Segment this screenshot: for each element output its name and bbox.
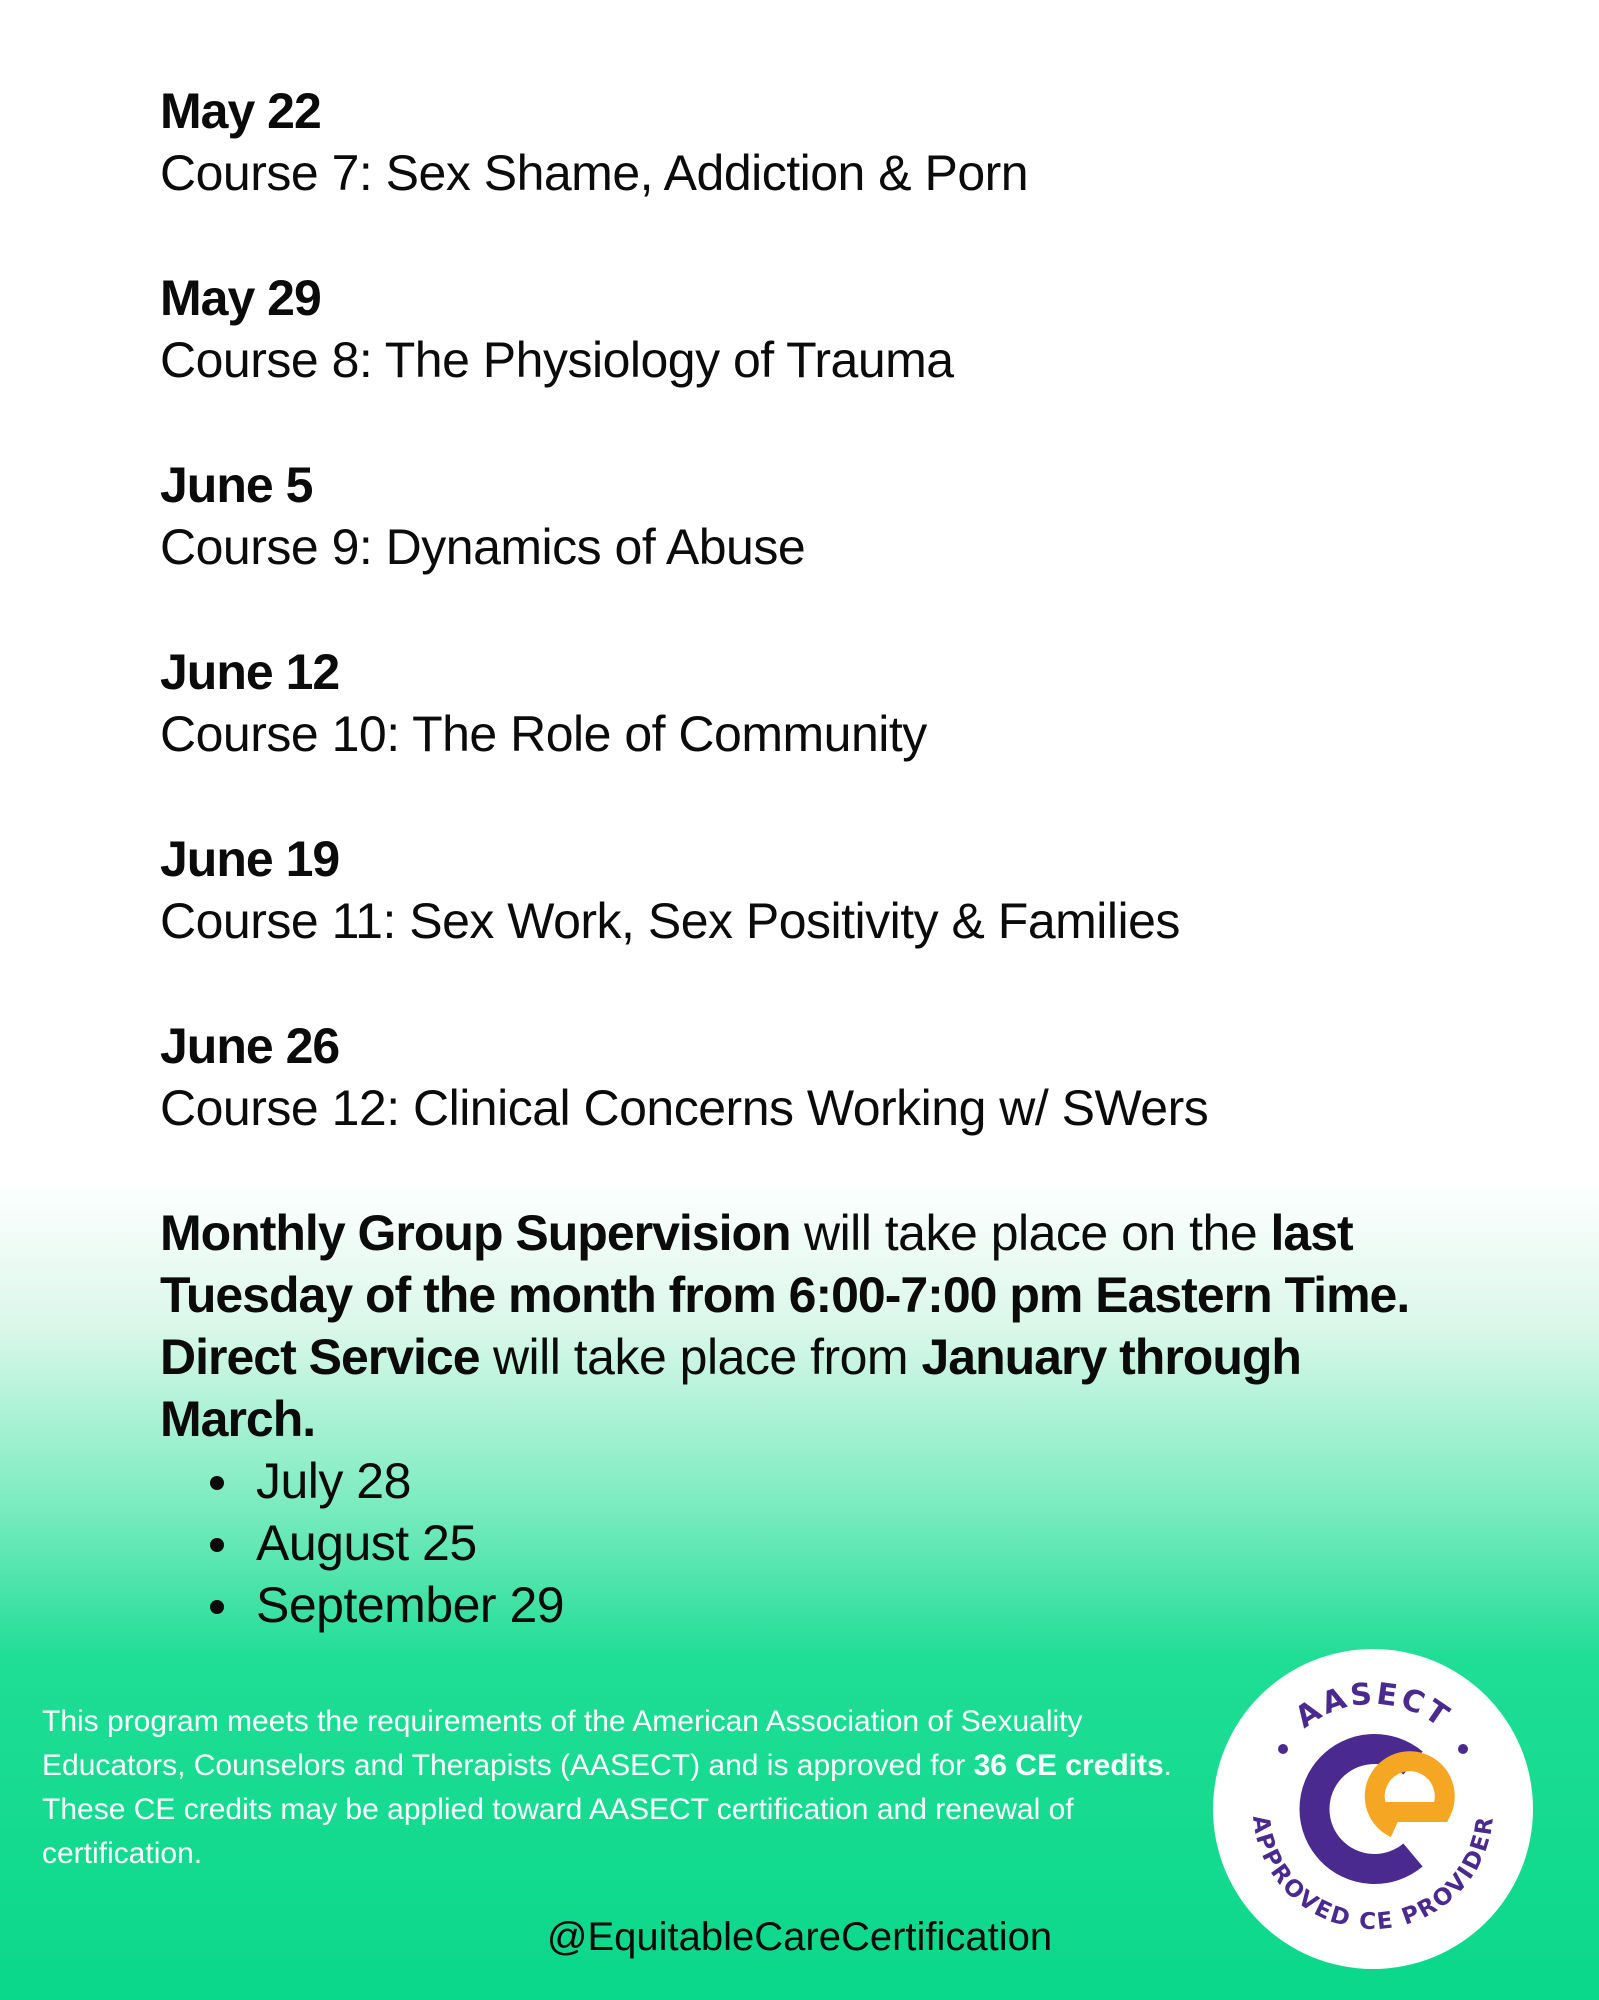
entry-course: Course 11: Sex Work, Sex Positivity & Families [160,893,1180,949]
entry-date: June 5 [160,457,313,513]
list-item: July 28 [206,1450,564,1512]
entry-date: June 26 [160,1018,340,1074]
badge-top-path: AASECT [1289,1676,1458,1736]
entry-date: May 22 [160,83,321,139]
badge-bottom-path: APPROVED CE PROVIDER [1246,1813,1500,1936]
supervision-bold: Monthly Group Supervision [160,1205,791,1261]
entry-course: Course 12: Clinical Concerns Working w/ SWers [160,1080,1209,1136]
entry-course: Course 10: The Role of Community [160,706,927,762]
list-item: August 25 [206,1512,564,1574]
entry-date: May 29 [160,270,321,326]
supervision-text: will take place from [479,1329,922,1385]
supervision-bold: January through March. [160,1329,1301,1447]
schedule-entry [160,641,1460,828]
entry-course: Course 9: Dynamics of Abuse [160,519,806,575]
entry-date: June 12 [160,644,340,700]
badge-dot-icon [1458,1744,1468,1754]
supervision-paragraph [160,1202,1420,1450]
entry-course: Course 8: The Physiology of Trauma [160,332,954,388]
aasect-disclaimer [42,1700,1172,1876]
course-schedule [160,80,1460,1202]
supervision-bold: last Tuesday of the month from 6:00-7:00 pm Eastern Time. Direct Service [160,1205,1410,1385]
badge-dot-icon [1278,1744,1288,1754]
ce-credits: 36 CE credits [973,1749,1164,1782]
supervision-text: will take place on the [790,1205,1271,1261]
entry-course: Course 7: Sex Shame, Addiction & Porn [160,145,1029,201]
list-item: September 29 [206,1574,564,1636]
supervision-dates-list [206,1450,564,1636]
social-handle: @EquitableCareCertification [546,1915,1053,1959]
schedule-entry [160,267,1460,454]
schedule-entry [160,1015,1460,1202]
schedule-entry [160,828,1460,1015]
aasect-ce-badge [1210,1646,1536,1972]
schedule-entry [160,454,1460,641]
disclaimer-text: . These CE credits may be applied toward AASECT certification and renewal of certification. [42,1749,1173,1870]
disclaimer-text: This program meets the requirements of the American Association of Sexuality Educators, Counselors and Therapists (AASECT) and is approved for [42,1705,1083,1782]
schedule-entry [160,80,1460,267]
entry-date: June 19 [160,831,340,887]
